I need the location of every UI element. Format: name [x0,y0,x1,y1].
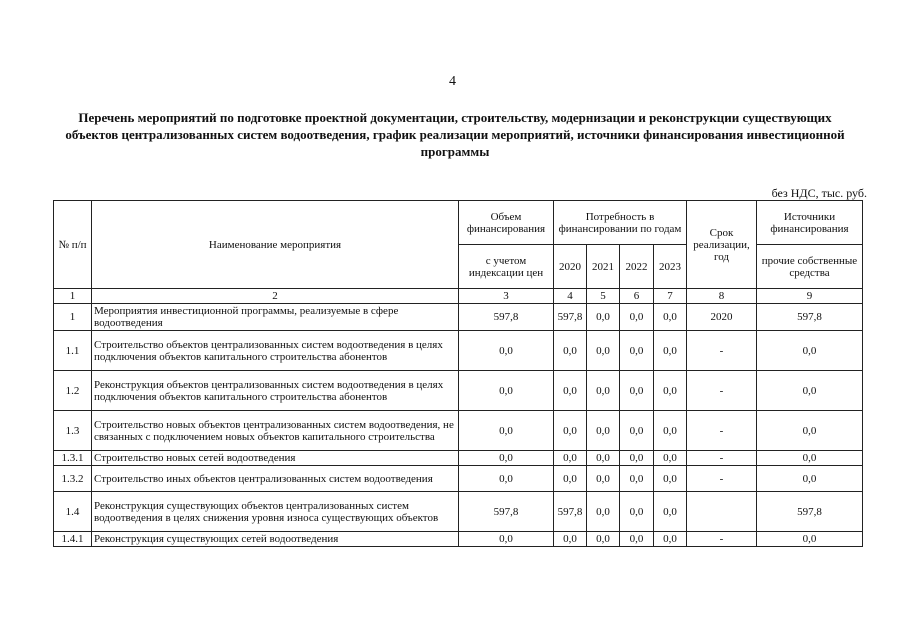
column-number: 4 [554,289,587,304]
row-2022: 0,0 [620,411,654,451]
row-2023: 0,0 [654,451,687,466]
row-2021: 0,0 [587,451,620,466]
column-number: 9 [757,289,863,304]
row-2022: 0,0 [620,532,654,547]
row-volume: 0,0 [459,451,554,466]
row-2022: 0,0 [620,451,654,466]
row-term [687,492,757,532]
document-title: Перечень мероприятий по подготовке проектной документации, строительству, модернизации и реконструкции существующих объектов централизованных систем водоотведения, график реализации мероприятий, источники финансирования инвестиционной программы [65,110,845,159]
column-number-row [54,289,863,304]
row-2020: 597,8 [554,492,587,532]
row-source: 0,0 [757,532,863,547]
header-term: Срок реализации, год [687,201,757,289]
row-name: Мероприятия инвестиционной программы, реализуемые в сфере водоотведения [92,304,459,331]
row-2020: 0,0 [554,371,587,411]
table-row [54,371,863,411]
row-2023: 0,0 [654,532,687,547]
row-name: Реконструкция существующих сетей водоотведения [92,532,459,547]
row-2020: 597,8 [554,304,587,331]
row-2023: 0,0 [654,331,687,371]
row-volume: 0,0 [459,411,554,451]
column-number: 1 [54,289,92,304]
row-name: Строительство объектов централизованных систем водоотведения в целях подключения объектов капитального строительства абонентов [92,331,459,371]
row-volume: 0,0 [459,466,554,492]
row-2020: 0,0 [554,411,587,451]
row-2021: 0,0 [587,466,620,492]
row-2021: 0,0 [587,492,620,532]
row-2021: 0,0 [587,371,620,411]
page-number: 4 [449,74,456,89]
row-2020: 0,0 [554,466,587,492]
row-2020: 0,0 [554,532,587,547]
row-2022: 0,0 [620,466,654,492]
table-row [54,451,863,466]
row-2020: 0,0 [554,451,587,466]
row-volume: 597,8 [459,304,554,331]
row-term: - [687,331,757,371]
row-term: - [687,411,757,451]
row-2022: 0,0 [620,492,654,532]
column-number: 5 [587,289,620,304]
header-year: 2020 [554,245,587,289]
row-source: 0,0 [757,411,863,451]
table-row [54,304,863,331]
row-volume: 0,0 [459,532,554,547]
row-term: - [687,532,757,547]
header-need: Потребность в финансировании по годам [554,201,687,245]
column-number: 8 [687,289,757,304]
row-name: Реконструкция существующих объектов централизованных систем водоотведения в целях снижения уровня износа существующих объектов [92,492,459,532]
row-volume: 0,0 [459,331,554,371]
row-num: 1.3 [54,411,92,451]
row-name: Строительство иных объектов централизованных систем водоотведения [92,466,459,492]
table-row [54,411,863,451]
row-2022: 0,0 [620,331,654,371]
row-term: - [687,466,757,492]
row-source: 0,0 [757,331,863,371]
header-year: 2021 [587,245,620,289]
row-2021: 0,0 [587,532,620,547]
row-2023: 0,0 [654,411,687,451]
row-2023: 0,0 [654,466,687,492]
table-row [54,331,863,371]
row-num: 1.2 [54,371,92,411]
header-num: № п/п [54,201,92,289]
row-term: 2020 [687,304,757,331]
row-2021: 0,0 [587,331,620,371]
row-name: Строительство новых объектов централизованных систем водоотведения, не связанных с подключением новых объектов капитального строительства [92,411,459,451]
row-2023: 0,0 [654,371,687,411]
header-sources-bottom: прочие собственные средства [757,245,863,289]
row-num: 1.3.2 [54,466,92,492]
row-2023: 0,0 [654,304,687,331]
row-num: 1.4.1 [54,532,92,547]
units-note: без НДС, тыс. руб. [771,186,867,200]
table-row [54,492,863,532]
row-2022: 0,0 [620,371,654,411]
row-num: 1 [54,304,92,331]
column-number: 3 [459,289,554,304]
row-num: 1.1 [54,331,92,371]
header-row-top [54,201,863,245]
row-2021: 0,0 [587,411,620,451]
row-volume: 597,8 [459,492,554,532]
header-year: 2022 [620,245,654,289]
column-number: 6 [620,289,654,304]
row-source: 0,0 [757,466,863,492]
row-name: Реконструкция объектов централизованных систем водоотведения в целях подключения объектов капитального строительства абонентов [92,371,459,411]
table-row [54,532,863,547]
column-number: 2 [92,289,459,304]
row-term: - [687,371,757,411]
row-2023: 0,0 [654,492,687,532]
measures-table [53,200,863,547]
row-source: 0,0 [757,451,863,466]
header-sources-top: Источники финансирования [757,201,863,245]
row-2020: 0,0 [554,331,587,371]
column-number: 7 [654,289,687,304]
header-volume-top: Объем финансирования [459,201,554,245]
row-term: - [687,451,757,466]
row-source: 597,8 [757,492,863,532]
row-volume: 0,0 [459,371,554,411]
row-source: 597,8 [757,304,863,331]
row-num: 1.3.1 [54,451,92,466]
row-2022: 0,0 [620,304,654,331]
row-2021: 0,0 [587,304,620,331]
header-volume-bottom: с учетом индексации цен [459,245,554,289]
table-body [54,304,863,547]
row-source: 0,0 [757,371,863,411]
header-name: Наименование мероприятия [92,201,459,289]
table-row [54,466,863,492]
row-name: Строительство новых сетей водоотведения [92,451,459,466]
row-num: 1.4 [54,492,92,532]
header-year: 2023 [654,245,687,289]
